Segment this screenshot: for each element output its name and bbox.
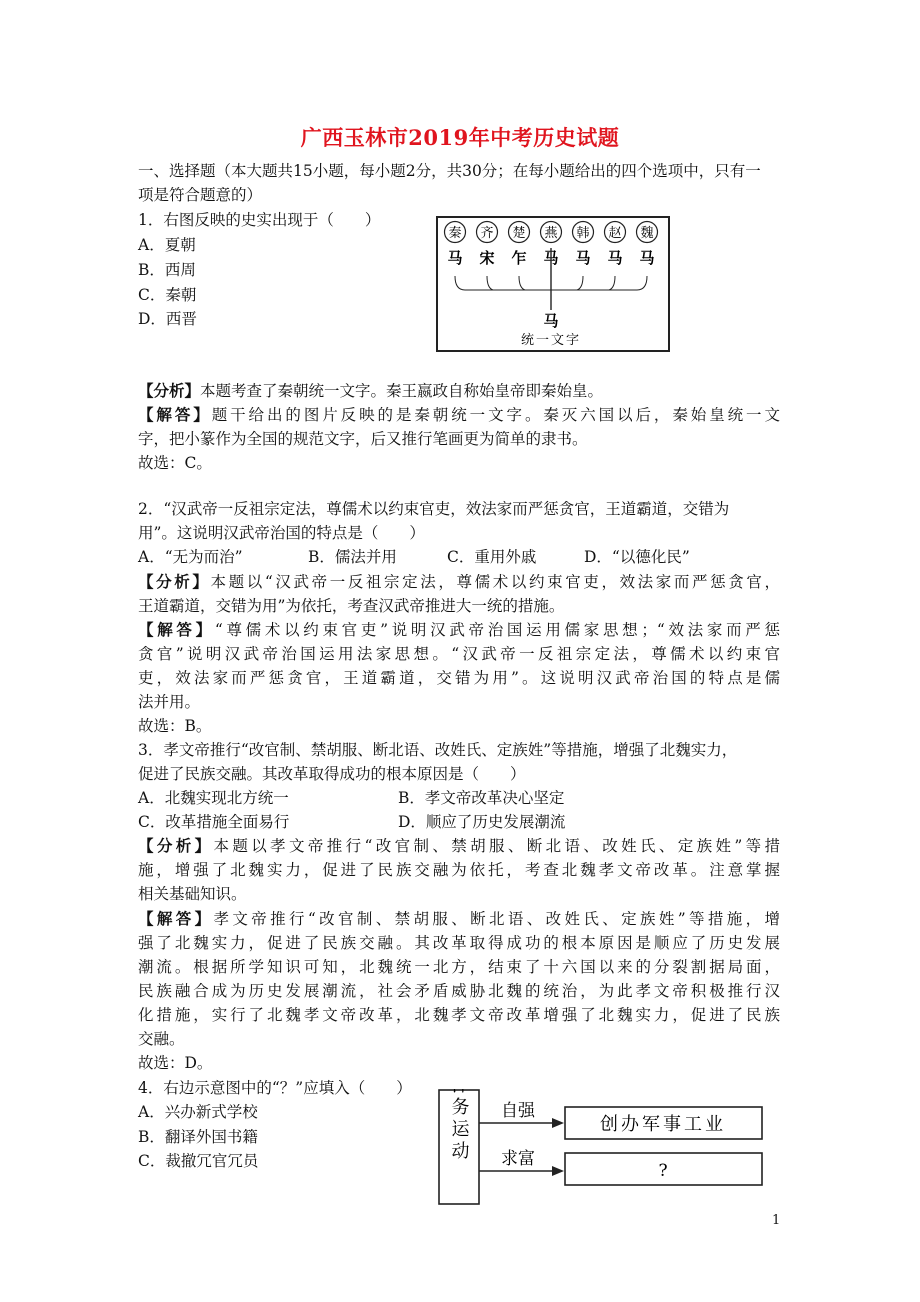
- q3-stem-line1: 3．孝文帝推行“改官制、禁胡服、断北语、改姓氏、定族姓”等措施，增强了北魏实力，: [138, 741, 738, 759]
- q1-option-c: C．秦朝: [138, 286, 197, 304]
- q1-answer-label: 【解答】: [138, 405, 212, 424]
- section-heading-line2: 项是符合题意的）: [138, 186, 263, 204]
- page-title: 广西玉林市2019年中考历史试题: [300, 125, 620, 150]
- q2-stem-line2: 用”。这说明汉武帝治国的特点是（ ）: [138, 524, 425, 542]
- state-label-qin: 秦: [448, 226, 462, 241]
- q3-stem-line2: 促进了民族交融。其改革取得成功的根本原因是（ ）: [138, 765, 526, 783]
- q3-analysis-label: 【分析】: [138, 836, 214, 855]
- state-label-zhao: 赵: [608, 226, 622, 241]
- glyph-yan: 马: [543, 249, 559, 267]
- q4-option-a: A．兴办新式学校: [138, 1103, 258, 1121]
- glyph-qin: 马: [447, 249, 463, 267]
- q2-answer-line4: 法并用。: [138, 693, 201, 711]
- q1-analysis-label: 【分析】: [138, 381, 201, 400]
- q1-choice: 故选：C。: [138, 454, 212, 472]
- q3-answer-line1: [138, 908, 780, 930]
- q1-analysis-text: 本题考查了秦朝统一文字。秦王嬴政自称始皇帝即秦始皇。: [200, 382, 604, 400]
- q2-analysis-line1: [138, 571, 780, 593]
- q3-choice: 故选：D。: [138, 1054, 213, 1072]
- q1-answer-text1: 题干给出的图片反映的是秦朝统一文字。秦灭六国以后，秦始皇统一文: [211, 406, 780, 424]
- q2-option-b: B．儒法并用: [308, 548, 397, 566]
- q1-figure-unified-script: [436, 216, 670, 352]
- q2-stem-line1: 2．“汉武帝一反祖宗定法，尊儒术以约束官吏，效法家而严惩贪官，王道霸道，交错为: [138, 500, 730, 518]
- state-label-qi: 齐: [480, 226, 494, 241]
- q2-answer-label: 【解答】: [138, 620, 215, 639]
- q2-answer-line2: 贪官”说明汉武帝治国运用法家思想。“汉武帝一反祖宗定法，尊儒术以约束官: [138, 645, 780, 663]
- q4-diagram-svg: [438, 1089, 768, 1207]
- q1-stem: 1．右图反映的史实出现于（ ）: [138, 211, 381, 229]
- yangwu-label: 洋务运动: [448, 1089, 470, 1163]
- state-label-wei: 魏: [640, 226, 654, 241]
- arrow-bottom-head: [552, 1166, 564, 1176]
- q4-diagram: [438, 1089, 768, 1207]
- q2-analysis-text1: 本题以“汉武帝一反祖宗定法，尊儒术以约束官吏，效法家而严惩贪官，: [210, 573, 780, 591]
- q1-answer-line2: 字，把小篆作为全国的规范文字，后又推行笔画更为简单的隶书。: [138, 430, 588, 448]
- q2-choice: 故选：B。: [138, 717, 212, 735]
- state-label-yan: 燕: [544, 226, 558, 241]
- q4-option-b: B．翻译外国书籍: [138, 1128, 258, 1146]
- q2-answer-line3: 吏，效法家而严惩贪官，王道霸道，交错为用”。这说明汉武帝治国的特点是儒: [138, 669, 780, 687]
- q2-analysis-line2: 王道霸道，交错为用”为依托，考查汉武帝推进大一统的措施。: [138, 597, 565, 615]
- q3-option-d: D．顺应了历史发展潮流: [398, 813, 566, 831]
- q3-option-b: B．孝文帝改革决心坚定: [398, 789, 565, 807]
- q1-option-a: A．夏朝: [138, 236, 196, 254]
- q1-answer-line1: [138, 404, 780, 426]
- q3-option-a: A．北魏实现北方统一: [138, 789, 289, 807]
- arrow-top-label: 自强: [501, 1101, 535, 1121]
- q3-analysis-line3: 相关基础知识。: [138, 885, 247, 903]
- q3-analysis-line1: [138, 835, 780, 857]
- q2-option-d: D．“以德化民”: [584, 548, 690, 566]
- glyph-wei: 马: [639, 249, 655, 267]
- section-heading-line1: 一、选择题（本大题共15小题，每小题2分，共30分；在每小题给出的四个选项中，只有一: [138, 162, 761, 180]
- q4-stem: 4．右边示意图中的“？”应填入（ ）: [138, 1079, 412, 1097]
- q2-option-a: A．“无为而治”: [138, 548, 243, 566]
- q3-answer-line6: 交融。: [138, 1030, 185, 1048]
- glyph-han: 马: [575, 249, 591, 267]
- q2-analysis-label: 【分析】: [138, 572, 211, 591]
- glyph-unified: 马: [543, 312, 559, 330]
- glyph-qi: 宋: [479, 249, 495, 267]
- glyph-chu: 乍: [511, 249, 527, 267]
- q3-answer-label: 【解答】: [138, 909, 214, 928]
- state-label-han: 韩: [576, 226, 590, 241]
- q1-option-b: B．西周: [138, 261, 196, 279]
- q2-answer-line1: [138, 619, 780, 641]
- box-unknown-label: ?: [658, 1161, 668, 1181]
- q4-option-c: C．裁撤冗官冗员: [138, 1152, 259, 1170]
- q3-analysis-line2: 施，增强了北魏实力，促进了民族交融为依托，考查北魏孝文帝改革。注意掌握: [138, 861, 780, 879]
- figure-caption: 统一文字: [520, 333, 582, 348]
- q1-option-d: D．西晋: [138, 310, 197, 328]
- q3-answer-line2: 强了北魏实力，促进了民族交融。其改革取得成功的根本原因是顺应了历史发展: [138, 934, 780, 952]
- q3-answer-text1: 孝文帝推行“改官制、禁胡服、断北语、改姓氏、定族姓”等措施，增: [213, 910, 780, 928]
- q1-analysis: [138, 380, 603, 402]
- q3-analysis-text1: 本题以孝文帝推行“改官制、禁胡服、断北语、改姓氏、定族姓”等措: [213, 837, 780, 855]
- arrow-top-head: [552, 1118, 564, 1128]
- state-label-chu: 楚: [512, 226, 526, 241]
- q2-option-c: C．重用外戚: [447, 548, 537, 566]
- arrow-bottom-label: 求富: [501, 1149, 535, 1169]
- box-military-industry-label: 创办军事工业: [600, 1114, 726, 1135]
- q3-option-c: C．改革措施全面易行: [138, 813, 290, 831]
- glyph-zhao: 马: [607, 249, 623, 267]
- q3-answer-line5: 化措施，实行了北魏孝文帝改革，北魏孝文帝改革增强了北魏实力，促进了民族: [138, 1006, 780, 1024]
- page-number: 1: [772, 1213, 781, 1228]
- q3-answer-line3: 潮流。根据所学知识可知，北魏统一北方，结束了十六国以来的分裂割据局面，: [138, 958, 780, 976]
- q3-answer-line4: 民族融合成为历史发展潮流，社会矛盾威胁北魏的统治，为此孝文帝积极推行汉: [138, 982, 780, 1000]
- q1-figure-svg: [438, 218, 668, 350]
- q2-answer-text1: “尊儒术以约束官吏”说明汉武帝治国运用儒家思想；“效法家而严惩: [214, 621, 780, 639]
